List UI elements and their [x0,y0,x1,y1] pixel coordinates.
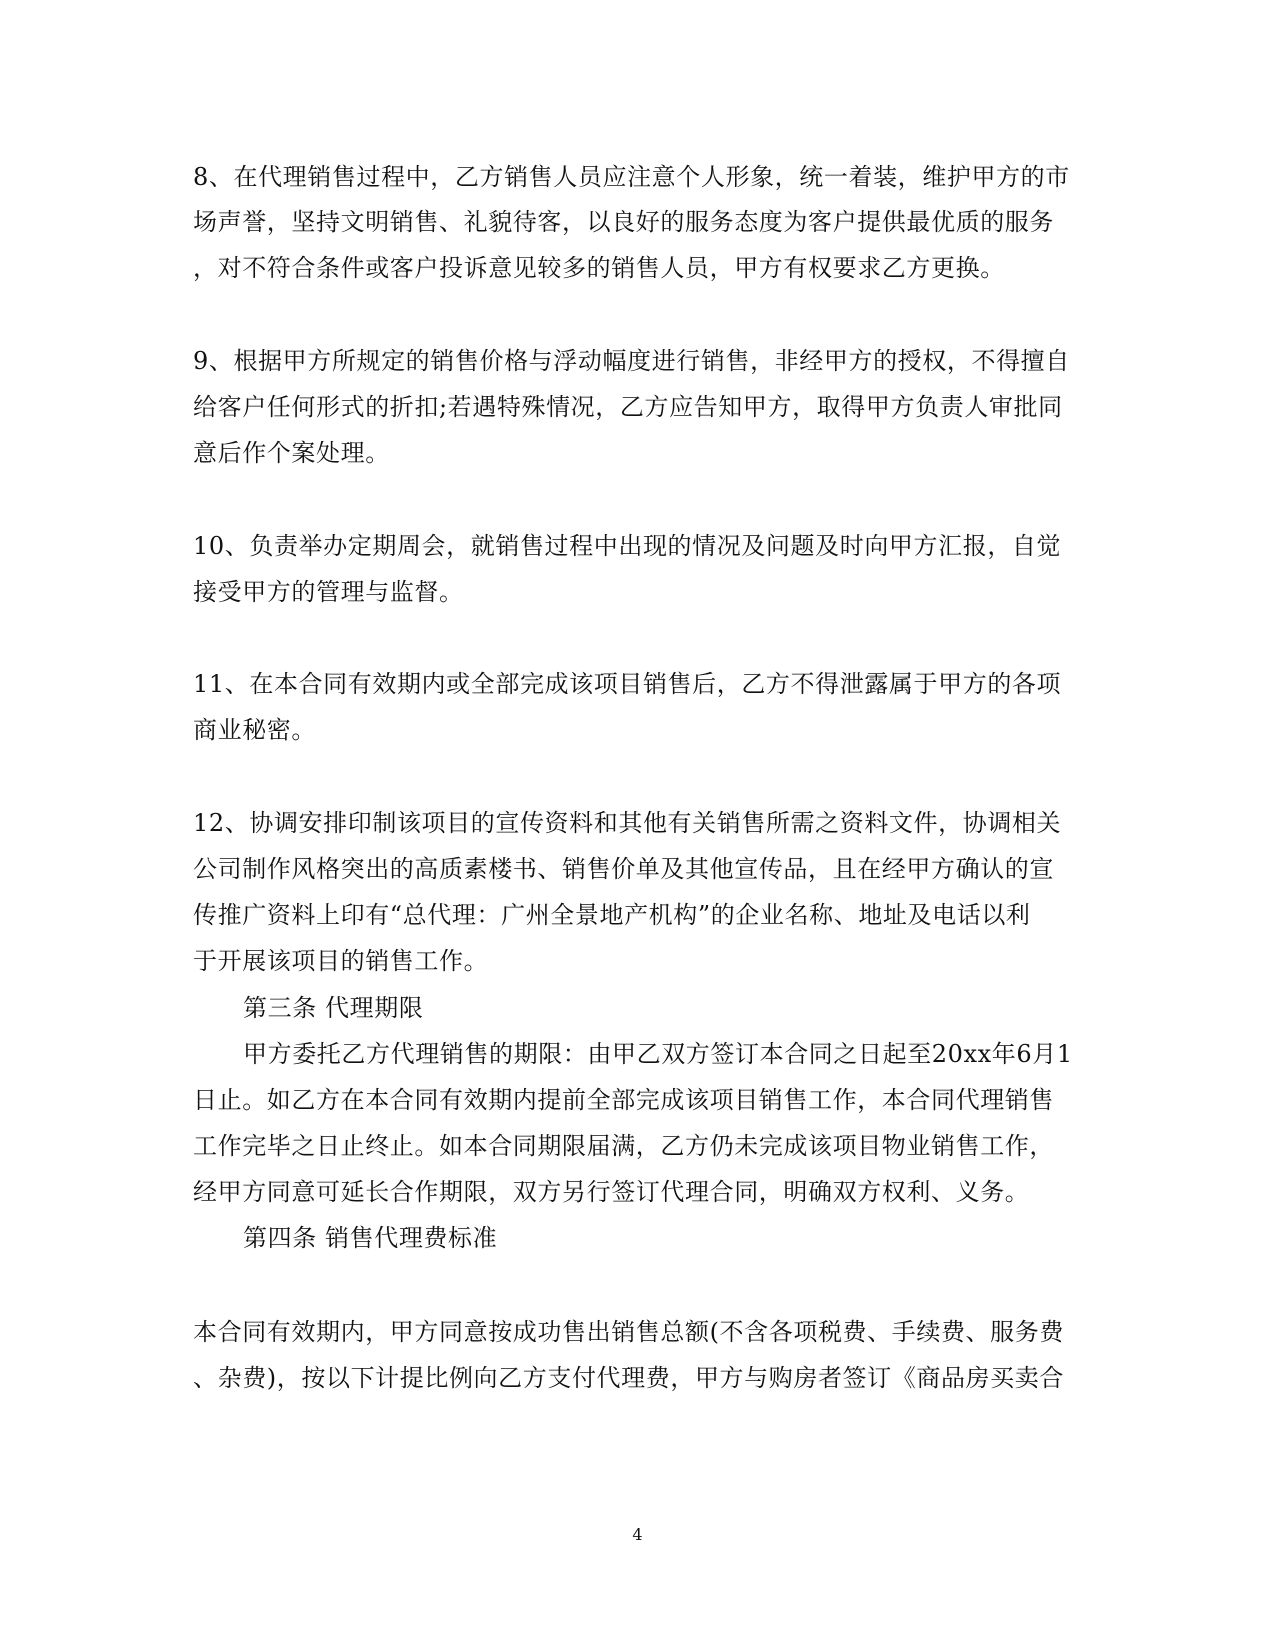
text-line: 公司制作风格突出的高质素楼书、销售价单及其他宣传品，且在经甲方确认的宣 [193,855,1054,883]
text-line: 、杂费)，按以下计提比例向乙方支付代理费，甲方与购房者签订《商品房买卖合 [193,1364,1064,1392]
text-line: 日止。如乙方在本合同有效期内提前全部完成该项目销售工作，本合同代理销售 [193,1086,1054,1114]
text-line: 场声誉，坚持文明销售、礼貌待客，以良好的服务态度为客户提供最优质的服务 [193,208,1054,236]
text-line: 给客户任何形式的折扣;若遇特殊情况，乙方应告知甲方，取得甲方负责人审批同 [193,393,1063,421]
text-line: 甲方委托乙方代理销售的期限：由甲乙双方签订本合同之日起至20xx年6月1 [243,1040,1073,1068]
text-line: 接受甲方的管理与监督。 [193,578,464,606]
text-line: 12、协调安排印制该项目的宣传资料和其他有关销售所需之资料文件，协调相关 [193,809,1062,837]
text-line: 意后作个案处理。 [193,439,390,467]
text-line: 本合同有效期内，甲方同意按成功售出销售总额(不含各项税费、手续费、服务费 [193,1318,1064,1346]
text-line: 传推广资料上印有“总代理：广州全景地产机构”的企业名称、地址及电话以利 [193,901,1031,929]
section-heading: 第三条 代理期限 [243,994,424,1022]
text-line: 工作完毕之日止终止。如本合同期限届满，乙方仍未完成该项目物业销售工作， [193,1132,1054,1160]
section-heading: 第四条 销售代理费标准 [243,1224,498,1252]
page-number: 4 [632,1525,643,1544]
text-line: 11、在本合同有效期内或全部完成该项目销售后，乙方不得泄露属于甲方的各项 [193,670,1062,698]
text-line: 10、负责举办定期周会，就销售过程中出现的情况及问题及时向甲方汇报，自觉 [193,532,1062,560]
text-line: 于开展该项目的销售工作。 [193,947,489,975]
text-line: 9、根据甲方所规定的销售价格与浮动幅度进行销售，非经甲方的授权，不得擅自 [193,347,1070,375]
text-line: ，对不符合条件或客户投诉意见较多的销售人员，甲方有权要求乙方更换。 [193,254,1005,282]
text-line: 8、在代理销售过程中，乙方销售人员应注意个人形象，统一着装，维护甲方的市 [193,163,1070,191]
text-line: 商业秘密。 [193,716,316,744]
text-line: 经甲方同意可延长合作期限，双方另行签订代理合同，明确双方权利、义务。 [193,1178,1030,1206]
